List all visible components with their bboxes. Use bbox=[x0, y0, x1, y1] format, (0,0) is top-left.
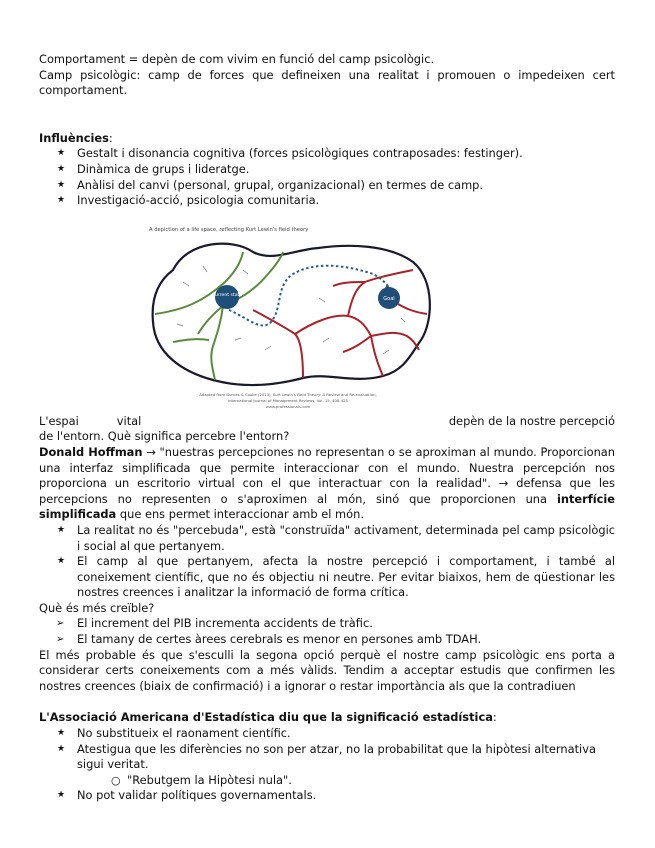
list-item bbox=[39, 523, 615, 554]
force-arrow bbox=[177, 324, 183, 326]
asa-heading-text: L'Associació Americana d'Estadística diu que la significació estadística bbox=[39, 710, 493, 725]
list-item-text: Investigació-acció, psicologia comunitaria. bbox=[77, 193, 320, 208]
figure-caption-1: Adapted from Burnes & Cooke (2013), Kurt Lewin's Field Theory: A Review and Re-evaluation, bbox=[199, 391, 377, 397]
list-item-text: Atestigua que les diferències no son per atzar, no la probabilitat que la hipòtesi alternativa sigui veritat. bbox=[77, 741, 596, 772]
asa-heading bbox=[39, 710, 615, 726]
intro-line-1: Comportament = depèn de com vivim en funció del camp psicològic. bbox=[39, 52, 435, 66]
goal-label: Goal bbox=[383, 295, 395, 302]
star-bullet-icon: ★ bbox=[57, 743, 66, 754]
list-item-text: La realitat no és "percebuda", està "construïda" activament, determinada pel camp psicològic i social al que pertanyem. bbox=[77, 522, 615, 553]
influences-heading-colon: : bbox=[108, 130, 113, 145]
red-line bbox=[295, 315, 371, 335]
current-state-label: Current state bbox=[211, 292, 243, 298]
list-item-text: Dinàmica de grups i lideratge. bbox=[77, 161, 250, 176]
spacer bbox=[39, 99, 615, 131]
force-arrow bbox=[183, 282, 189, 286]
arrow-bullet-icon: ➢ bbox=[56, 618, 65, 630]
life-space-diagram bbox=[143, 222, 433, 414]
star-bullet-icon: ★ bbox=[57, 195, 66, 206]
force-arrow bbox=[401, 318, 405, 322]
list-item bbox=[39, 632, 615, 648]
espai-rest: depèn de la nostre percepció bbox=[448, 413, 615, 428]
force-arrow bbox=[319, 298, 325, 302]
figure-caption-3: www.professionals.com bbox=[265, 403, 311, 409]
force-arrow bbox=[265, 346, 271, 350]
list-item bbox=[39, 178, 615, 194]
list-item-text: El increment del PIB incrementa accidents de tràfic. bbox=[77, 616, 373, 631]
list-item-text: Gestalt i disonancia cognitiva (forces psicològiques contraposades: festinger). bbox=[77, 146, 523, 161]
figure-caption-2: International Journal of Management Reviews, Vol. 15, 408-425 bbox=[227, 397, 349, 403]
list-item bbox=[39, 554, 615, 601]
list-item bbox=[39, 193, 615, 209]
spacer bbox=[39, 209, 615, 222]
vital-word: vital bbox=[116, 413, 142, 428]
credible-list bbox=[39, 616, 615, 647]
influences-heading bbox=[39, 131, 615, 147]
list-item bbox=[39, 742, 615, 773]
list-item-text: Anàlisi del canvi (personal, grupal, organizacional) en termes de camp. bbox=[77, 177, 484, 192]
dotted-path bbox=[229, 265, 391, 325]
document-page bbox=[39, 52, 615, 804]
red-line bbox=[371, 333, 419, 350]
influences-list bbox=[39, 146, 615, 208]
hoffman-paragraph bbox=[39, 445, 615, 523]
asa-list bbox=[39, 726, 615, 773]
red-line bbox=[398, 304, 427, 314]
life-space-boundary bbox=[153, 243, 430, 384]
credible-conclusion: El més probable és que s'esculli la segona opció perquè el nostre camp psicològic ens porta a considerar certs coneixements com a més vàlids. Tendim a acceptar estudis que confirmen les nostres creences (biaix de confirmació) i a ignorar o restar importància als que la contradiuen bbox=[39, 647, 615, 693]
circle-bullet-icon: ○ bbox=[111, 773, 121, 787]
espai-word: L'espai bbox=[39, 413, 79, 428]
list-item-text: El camp al que pertanyem, afecta la nostre percepció i comportament, i també al coneixement científic, que no és objectiu ni neutre. Per evitar biaixos, hem de qüestionar les nostres creences i analitzar la informació de forma crítica. bbox=[77, 554, 615, 600]
red-line bbox=[343, 336, 371, 352]
credible-question: Què és més creïble? bbox=[39, 600, 155, 615]
list-item-text: El tamany de certes àrees cerebrals es menor en persones amb TDAH. bbox=[77, 632, 482, 647]
list-item bbox=[39, 616, 615, 632]
force-arrow bbox=[203, 266, 207, 272]
list-item bbox=[39, 726, 615, 742]
list-item-text: "Rebutgem la Hipòtesi nula". bbox=[127, 772, 292, 787]
green-line bbox=[211, 306, 223, 380]
star-bullet-icon: ★ bbox=[57, 790, 66, 801]
hoffman-quote: → "nuestras percepciones no representan o se aproximan al mundo. Proporcionan una interfaz simplificada que permite interaccionar con el mundo. Nuestra percepción nos proporciona un escritorio virtual con el que interactuar con la realidad". → defensa que les percepcions no representen o s'aproximen al món, sinó que proporcionen una bbox=[39, 444, 615, 506]
star-bullet-icon: ★ bbox=[57, 163, 66, 174]
arrow-bullet-icon: ➢ bbox=[56, 634, 65, 646]
espai-vital-line bbox=[39, 414, 615, 430]
interface-bold: interfície simplificada bbox=[39, 491, 615, 522]
interface-rest: que ens permet interaccionar amb el món. bbox=[116, 507, 364, 522]
list-item-text: No substitueix el raonament científic. bbox=[77, 726, 291, 741]
asa-heading-colon: : bbox=[492, 710, 497, 725]
intro-line-2: Camp psicològic: camp de forces que defineixen una realitat i promouen o impedeixen cert comportament. bbox=[39, 67, 615, 98]
perception-question: de l'entorn. Què significa percebre l'entorn? bbox=[39, 429, 290, 444]
force-arrow bbox=[323, 338, 329, 342]
list-item bbox=[39, 146, 615, 162]
force-arrow bbox=[383, 350, 389, 354]
hoffman-name: Donald Hoffman bbox=[39, 444, 143, 459]
list-item bbox=[39, 162, 615, 178]
list-item bbox=[39, 773, 615, 789]
star-bullet-icon: ★ bbox=[57, 524, 66, 535]
figure-title: A depiction of a life space, reflecting Kurt Lewin's field theory bbox=[149, 226, 309, 233]
asa-sublist bbox=[39, 773, 615, 789]
green-line bbox=[198, 306, 223, 334]
espai-vital-left bbox=[39, 414, 141, 430]
green-line bbox=[173, 339, 209, 342]
spacer bbox=[39, 694, 615, 710]
red-line bbox=[371, 336, 383, 376]
force-arrow bbox=[243, 270, 248, 274]
life-space-figure bbox=[39, 222, 615, 414]
red-line bbox=[253, 310, 303, 378]
star-bullet-icon: ★ bbox=[57, 179, 66, 190]
star-bullet-icon: ★ bbox=[57, 728, 66, 739]
force-arrow bbox=[235, 338, 241, 340]
asa-list-continued bbox=[39, 788, 615, 804]
perception-list bbox=[39, 523, 615, 601]
list-item-text: No pot validar polítiques governamentals. bbox=[77, 788, 317, 803]
star-bullet-icon: ★ bbox=[57, 148, 66, 159]
star-bullet-icon: ★ bbox=[57, 556, 66, 567]
list-item bbox=[39, 788, 615, 804]
red-boundaries bbox=[253, 270, 427, 378]
influences-heading-text: Influències bbox=[39, 130, 109, 145]
